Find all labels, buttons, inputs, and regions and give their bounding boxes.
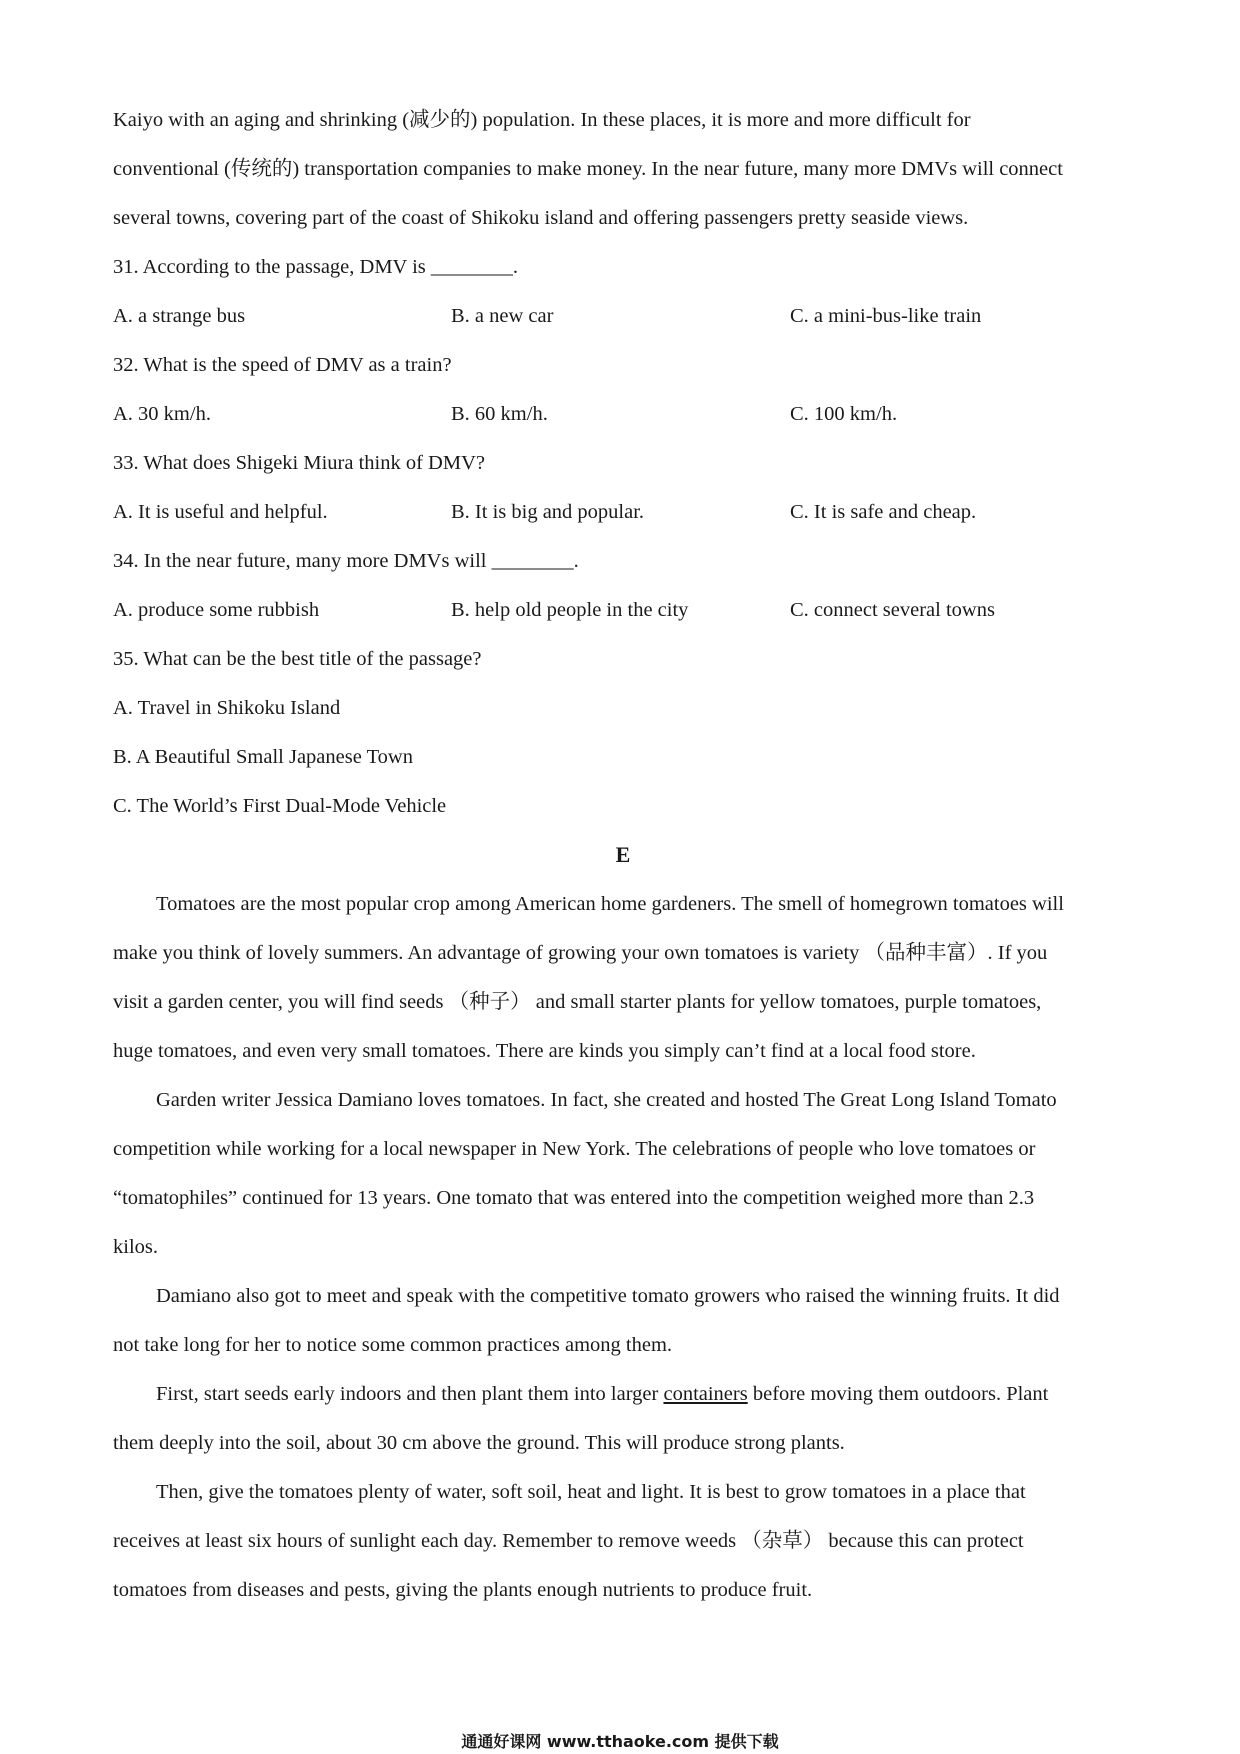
- underlined-word: containers: [663, 1383, 748, 1405]
- paragraph-line: “tomatophiles” continued for 13 years. One tomato that was entered into the competition weighed more than 2.3: [113, 1187, 1035, 1209]
- document-page: [113, 100, 1133, 1619]
- option-c: C. The World’s First Dual-Mode Vehicle: [113, 795, 447, 817]
- section-e-title: E: [615, 842, 631, 867]
- option-c: C. It is safe and cheap.: [790, 501, 977, 523]
- page-footer: 通通好课网 www.tthaoke.com 提供下载: [461, 1732, 779, 1751]
- question-34-stem: 34. In the near future, many more DMVs will ________.: [113, 550, 579, 572]
- paragraph-line: visit a garden center, you will find seeds （种子） and small starter plants for yellow tomatoes, purple tomatoes,: [113, 991, 1042, 1013]
- intro-line: several towns, covering part of the coast of Shikoku island and offering passengers pretty seaside views.: [113, 207, 969, 229]
- paragraph-line: receives at least six hours of sunlight each day. Remember to remove weeds （杂草） because this can protect: [113, 1530, 1024, 1552]
- paragraph-line: them deeply into the soil, about 30 cm above the ground. This will produce strong plants.: [113, 1432, 845, 1454]
- paragraph-line: [113, 1374, 1133, 1423]
- paragraph-line: not take long for her to notice some common practices among them.: [113, 1334, 673, 1356]
- option-c: C. a mini-bus-like train: [790, 305, 982, 327]
- option-b: B. It is big and popular.: [451, 501, 645, 523]
- option-b: B. help old people in the city: [451, 599, 689, 621]
- question-32-options: [113, 394, 1133, 443]
- paragraph-line: kilos.: [113, 1236, 158, 1258]
- option-a: A. It is useful and helpful.: [113, 501, 328, 523]
- question-35-stem: 35. What can be the best title of the passage?: [113, 648, 482, 670]
- paragraph-line: Then, give the tomatoes plenty of water, soft soil, heat and light. It is best to grow tomatoes in a place that: [156, 1481, 1026, 1503]
- paragraph-1: [113, 884, 1133, 1080]
- question-33-stem: 33. What does Shigeki Miura think of DMV?: [113, 452, 485, 474]
- paragraph-line: Damiano also got to meet and speak with the competitive tomato growers who raised the winning fruits. It did: [156, 1285, 1060, 1307]
- question-32-stem: 32. What is the speed of DMV as a train?: [113, 354, 452, 376]
- paragraph-4: [113, 1374, 1133, 1472]
- option-c: C. 100 km/h.: [790, 403, 898, 425]
- option-b: B. A Beautiful Small Japanese Town: [113, 746, 413, 768]
- option-b: B. a new car: [451, 305, 554, 327]
- option-a: A. 30 km/h.: [113, 403, 211, 425]
- text-segment: before moving them outdoors. Plant: [747, 1383, 1049, 1405]
- option-a: A. produce some rubbish: [113, 599, 320, 621]
- paragraph-5: [113, 1472, 1133, 1619]
- option-c: C. connect several towns: [790, 599, 995, 621]
- text-segment: First, start seeds early indoors and then plant them into larger: [156, 1383, 664, 1405]
- question-31-stem: 31. According to the passage, DMV is ________.: [113, 256, 519, 278]
- question-34-options: [113, 590, 1133, 639]
- option-a: A. a strange bus: [113, 305, 246, 327]
- option-a: A. Travel in Shikoku Island: [113, 697, 341, 719]
- question-33-options: [113, 492, 1133, 541]
- paragraph-3: [113, 1276, 1133, 1374]
- paragraph-line: make you think of lovely summers. An advantage of growing your own tomatoes is variety （品种丰富）. If you: [113, 942, 1048, 964]
- paragraph-2: [113, 1080, 1133, 1276]
- paragraph-line: Tomatoes are the most popular crop among American home gardeners. The smell of homegrown tomatoes will: [156, 893, 1064, 915]
- option-b: B. 60 km/h.: [451, 403, 548, 425]
- intro-line: Kaiyo with an aging and shrinking (减少的) population. In these places, it is more and more difficult for: [113, 109, 971, 131]
- question-31-options: [113, 296, 1133, 345]
- paragraph-line: Garden writer Jessica Damiano loves tomatoes. In fact, she created and hosted The Great Long Island Tomato: [156, 1089, 1057, 1111]
- paragraph-line: competition while working for a local newspaper in New York. The celebrations of people who love tomatoes or: [113, 1138, 1036, 1160]
- paragraph-line: tomatoes from diseases and pests, giving the plants enough nutrients to produce fruit.: [113, 1579, 813, 1601]
- intro-line: conventional (传统的) transportation companies to make money. In the near future, many more DMVs will connect: [113, 158, 1063, 180]
- paragraph-line: huge tomatoes, and even very small tomatoes. There are kinds you simply can’t find at a local food store.: [113, 1040, 976, 1062]
